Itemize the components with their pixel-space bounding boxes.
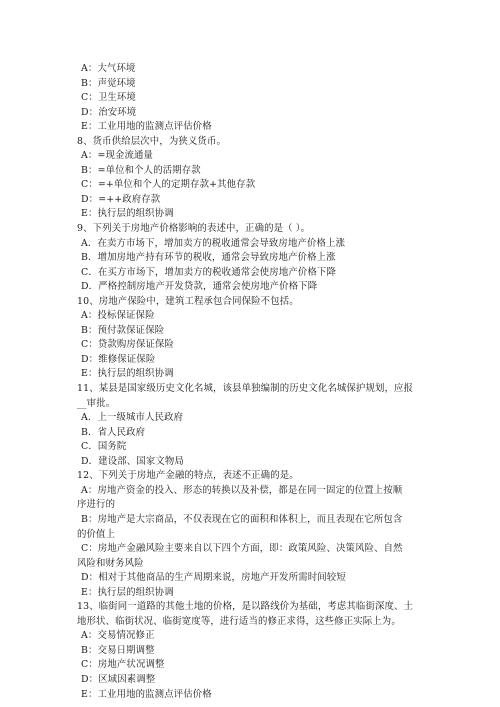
option-text: E：执行层的组织协调 [81, 368, 174, 380]
question-text: 11、某县是国家级历史文化名城，该县单独编制的历史文化名城保护规划，应报 [77, 383, 414, 395]
continuation-text: 地形状、临街状况、临街宽度等，进行适当的修正求得，这些修正实际上为。 [77, 615, 401, 627]
option-text: A：=现金流通量 [81, 150, 154, 162]
option-text: E：执行层的组织协调 [81, 208, 174, 220]
option-text: B：房地产是大宗商品，不仅表现在它的面积和体积上，而且表现在它所包含 [81, 513, 403, 525]
option-text: B．省人民政府 [81, 426, 146, 438]
continuation-text: 风险和财务风险 [77, 557, 144, 569]
document-page [0, 62, 500, 702]
question-text: 8、货币供给层次中，为狭义货币。 [77, 135, 226, 147]
continuation-text: 序进行的 [77, 499, 116, 511]
option-text: C：房地产状况调整 [81, 659, 165, 671]
option-text: E：工业用地的监测点评估价格 [81, 688, 212, 700]
question-text: 12、下列关于房地产金融的特点，表述不正确的是。 [77, 470, 299, 482]
option-text: A：房地产资金的投入、形态的转换以及补偿，都是在同一固定的位置上按顺 [81, 484, 403, 496]
question-text: 13、临街同一道路的其他土地的价格，是以路线价为基础，考虑其临街深度、土 [77, 601, 414, 613]
continuation-text: 的价值上 [77, 528, 116, 540]
option-text: B：声觉环境 [81, 77, 136, 89]
option-text: C：房地产金融风险主要来自以下四个方面，即：政策风险、决策风险、自然 [81, 543, 403, 555]
option-text: A：投标保证保险 [81, 310, 155, 322]
option-text: A：大气环境 [81, 63, 136, 74]
option-text: E：执行层的组织协调 [81, 586, 174, 598]
option-text: D：维修保证保险 [81, 353, 156, 365]
option-text: D：治安环境 [81, 106, 137, 118]
option-text: C．国务院 [81, 441, 127, 453]
option-text: B：=单位和个人的活期存款 [81, 164, 201, 176]
option-text: D：相对于其他商品的生产周期来说，房地产开发所需时间较短 [81, 572, 346, 584]
option-text: D：区域因素调整 [81, 673, 156, 685]
option-text: D．严格控制房地产开发贷款，通常会使房地产价格下降 [81, 281, 318, 293]
option-text: C：贷款购房保证保险 [81, 339, 175, 351]
option-text: D：=++政府存款 [81, 193, 161, 205]
question-text: 9、下列关于房地产价格影响的表述中，正确的是（ ）。 [77, 223, 311, 235]
option-text: C：卫生环境 [81, 92, 136, 104]
option-text: B：预付款保证保险 [81, 324, 165, 336]
option-text: B：交易日期调整 [81, 644, 155, 656]
option-text: D．建设部、国家文物局 [81, 455, 184, 467]
option-text: C．在买方市场下，增加卖方的税收通常会使房地产价格下降 [81, 266, 336, 278]
option-text: B．增加房地产持有环节的税收，通常会导致房地产价格上涨 [81, 252, 336, 264]
continuation-text: __审批。 [77, 397, 116, 409]
option-text: A．在卖方市场下，增加卖方的税收通常会导致房地产价格上涨 [81, 237, 346, 249]
option-text: E：工业用地的监测点评估价格 [81, 121, 212, 133]
option-text: C：=+单位和个人的定期存款+其他存款 [81, 179, 256, 191]
question-text: 10、房地产保险中，建筑工程承包合同保险不包括。 [77, 295, 299, 307]
option-text: A：交易情况修正 [81, 630, 155, 642]
option-text: A．上一级城市人民政府 [81, 412, 184, 424]
